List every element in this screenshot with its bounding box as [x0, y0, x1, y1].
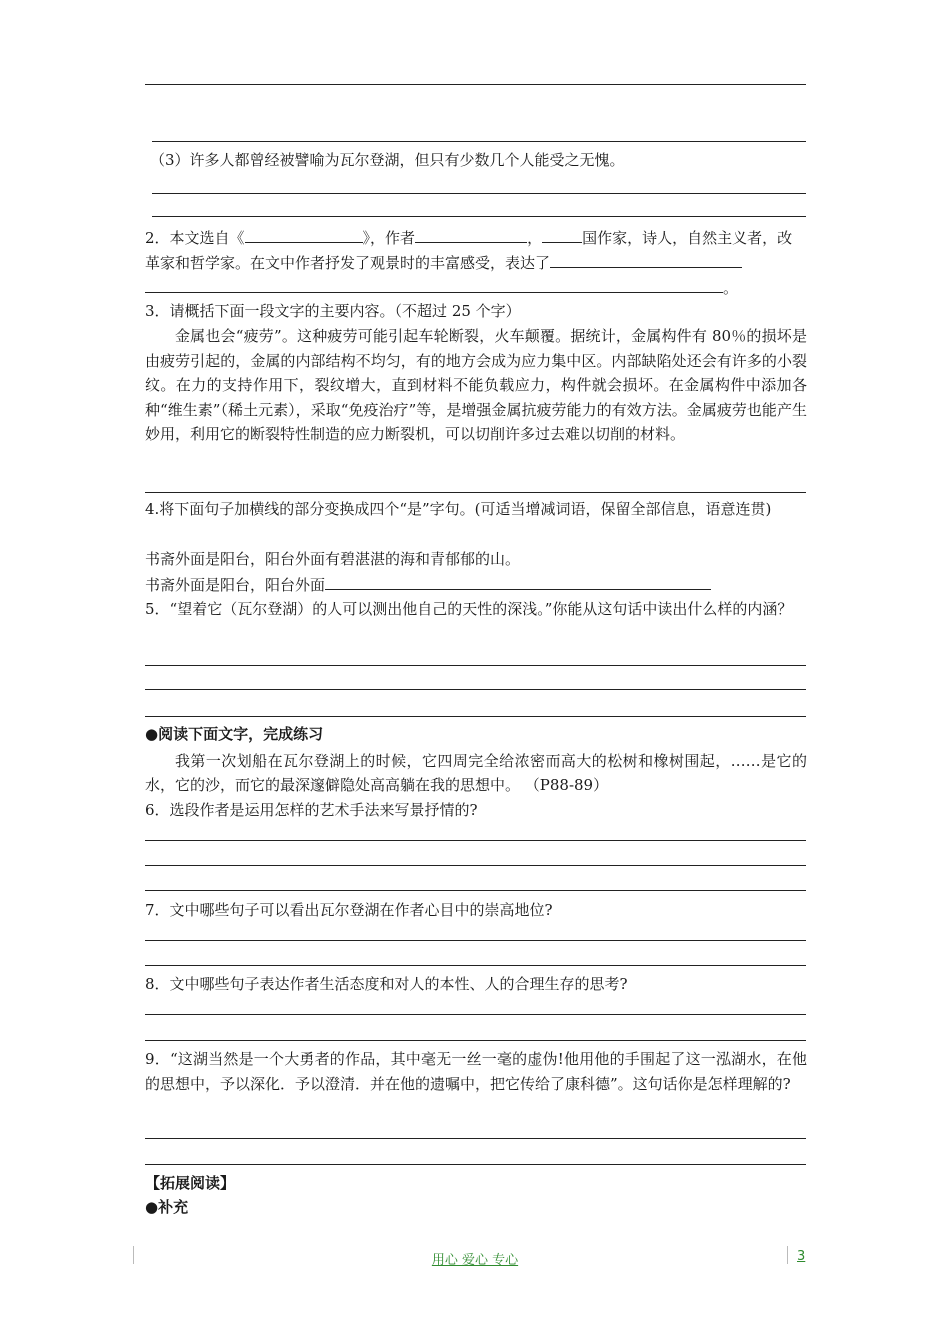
q4-answer-blank[interactable]	[325, 573, 711, 590]
q2-part-a: 2．本文选自《	[145, 229, 245, 247]
book-title-blank[interactable]	[245, 226, 363, 243]
answer-line[interactable]	[145, 689, 806, 690]
feeling-blank-continued[interactable]	[145, 276, 723, 293]
question-7: 7．文中哪些句子可以看出瓦尔登湖在作者心目中的崇高地位?	[145, 901, 553, 919]
question-5: 5．“望着它（瓦尔登湖）的人可以测出他自己的天性的深浅。”你能从这句话中读出什么样的内涵？	[145, 600, 793, 618]
question-9: 9．“这湖当然是一个大勇者的作品，其中毫无一丝一毫的虚伪!他用他的手围起了这一泓湖水，在他的思想中，予以深化．予以澄清．并在他的遗嘱中，把它传给了康科德”。这句话你是怎样理解的?	[145, 1050, 807, 1093]
question-4-sentence: 书斋外面是阳台，阳台外面有碧湛湛的海和青郁郁的山。	[145, 550, 521, 568]
answer-line[interactable]	[145, 890, 806, 891]
question-1-item-3: （3）许多人都曾经被譬喻为瓦尔登湖，但只有少数几个人能受之无愧。	[150, 151, 625, 169]
reading-heading: ●阅读下面文字，完成练习	[145, 725, 324, 743]
question-6: 6．选段作者是运用怎样的艺术手法来写景抒情的?	[145, 801, 478, 819]
author-blank[interactable]	[415, 226, 527, 243]
q2-end: 。	[723, 279, 739, 297]
country-blank[interactable]	[542, 226, 582, 243]
q2-part-d: 国作家，诗人，自然主义者，改	[582, 229, 793, 247]
answer-line[interactable]	[152, 141, 806, 142]
answer-line[interactable]	[145, 840, 806, 841]
question-2	[145, 226, 807, 250]
question-3-title: 3．请概括下面一段文字的主要内容。（不超过 25 个字）	[145, 302, 521, 320]
answer-line[interactable]	[145, 1040, 806, 1041]
question-4-title: 4.将下面句子加横线的部分变换成四个“是”字句。(可适当增减词语，保留全部信息，语意连贯)	[145, 500, 772, 518]
q2-line-2-text: 革家和哲学家。在文中作者抒发了观景时的丰富感受，表达了	[145, 254, 551, 272]
question-8: 8．文中哪些句子表达作者生活态度和对人的本性、人的合理生存的思考?	[145, 975, 628, 993]
reading-passage: 我第一次划船在瓦尔登湖上的时候，它四周完全给浓密而高大的松树和橡树围起，……是它的水，它的沙，而它的最深邃僻隐处高高躺在我的思想中。 （P88-89）	[145, 752, 807, 794]
answer-line[interactable]	[145, 1138, 806, 1139]
question-4-answer	[145, 573, 807, 597]
answer-line[interactable]	[152, 193, 806, 194]
answer-line[interactable]	[145, 716, 806, 717]
extended-reading-heading: 【拓展阅读】	[145, 1174, 236, 1192]
supplement-heading: ●补充	[145, 1198, 189, 1216]
answer-line[interactable]	[145, 865, 806, 866]
page-number: 3	[797, 1249, 806, 1264]
answer-line[interactable]	[145, 965, 806, 966]
answer-line[interactable]	[145, 1014, 806, 1015]
q4-answer-prefix: 书斋外面是阳台，阳台外面	[145, 576, 326, 594]
q2-part-c: ，	[527, 229, 543, 247]
q2-part-b: 》，作者	[362, 229, 416, 247]
answer-line[interactable]	[145, 1164, 806, 1165]
footer-slogan: 用心 爱心 专心	[431, 1253, 519, 1268]
answer-line[interactable]	[145, 665, 806, 666]
answer-line[interactable]	[145, 84, 806, 85]
answer-line[interactable]	[152, 216, 806, 217]
answer-line[interactable]	[145, 492, 806, 493]
question-3-passage: 金属也会“疲劳”。这种疲劳可能引起车轮断裂，火车颠覆。据统计，金属构件有 80％的损坏是由疲劳引起的，金属的内部结构不均匀，有的地方会成为应力集中区。内部缺陷处还会有许多的小裂纹。在力的支持作用下，裂纹增大，直到材料不能负载应力，构件就会损坏。在金属构件中添加各种“维生素”（稀土元素），采取“免疫治疗”等，是增强金属抗疲劳能力的有效方法。金属疲劳也能产生妙用，利用它的断裂特性制造的应力断裂机，可以切削许多过去难以切削的材料。	[145, 327, 807, 443]
question-2-line-3	[145, 276, 807, 300]
question-2-line-2	[145, 251, 807, 275]
feeling-blank[interactable]	[550, 251, 742, 268]
answer-line[interactable]	[145, 940, 806, 941]
